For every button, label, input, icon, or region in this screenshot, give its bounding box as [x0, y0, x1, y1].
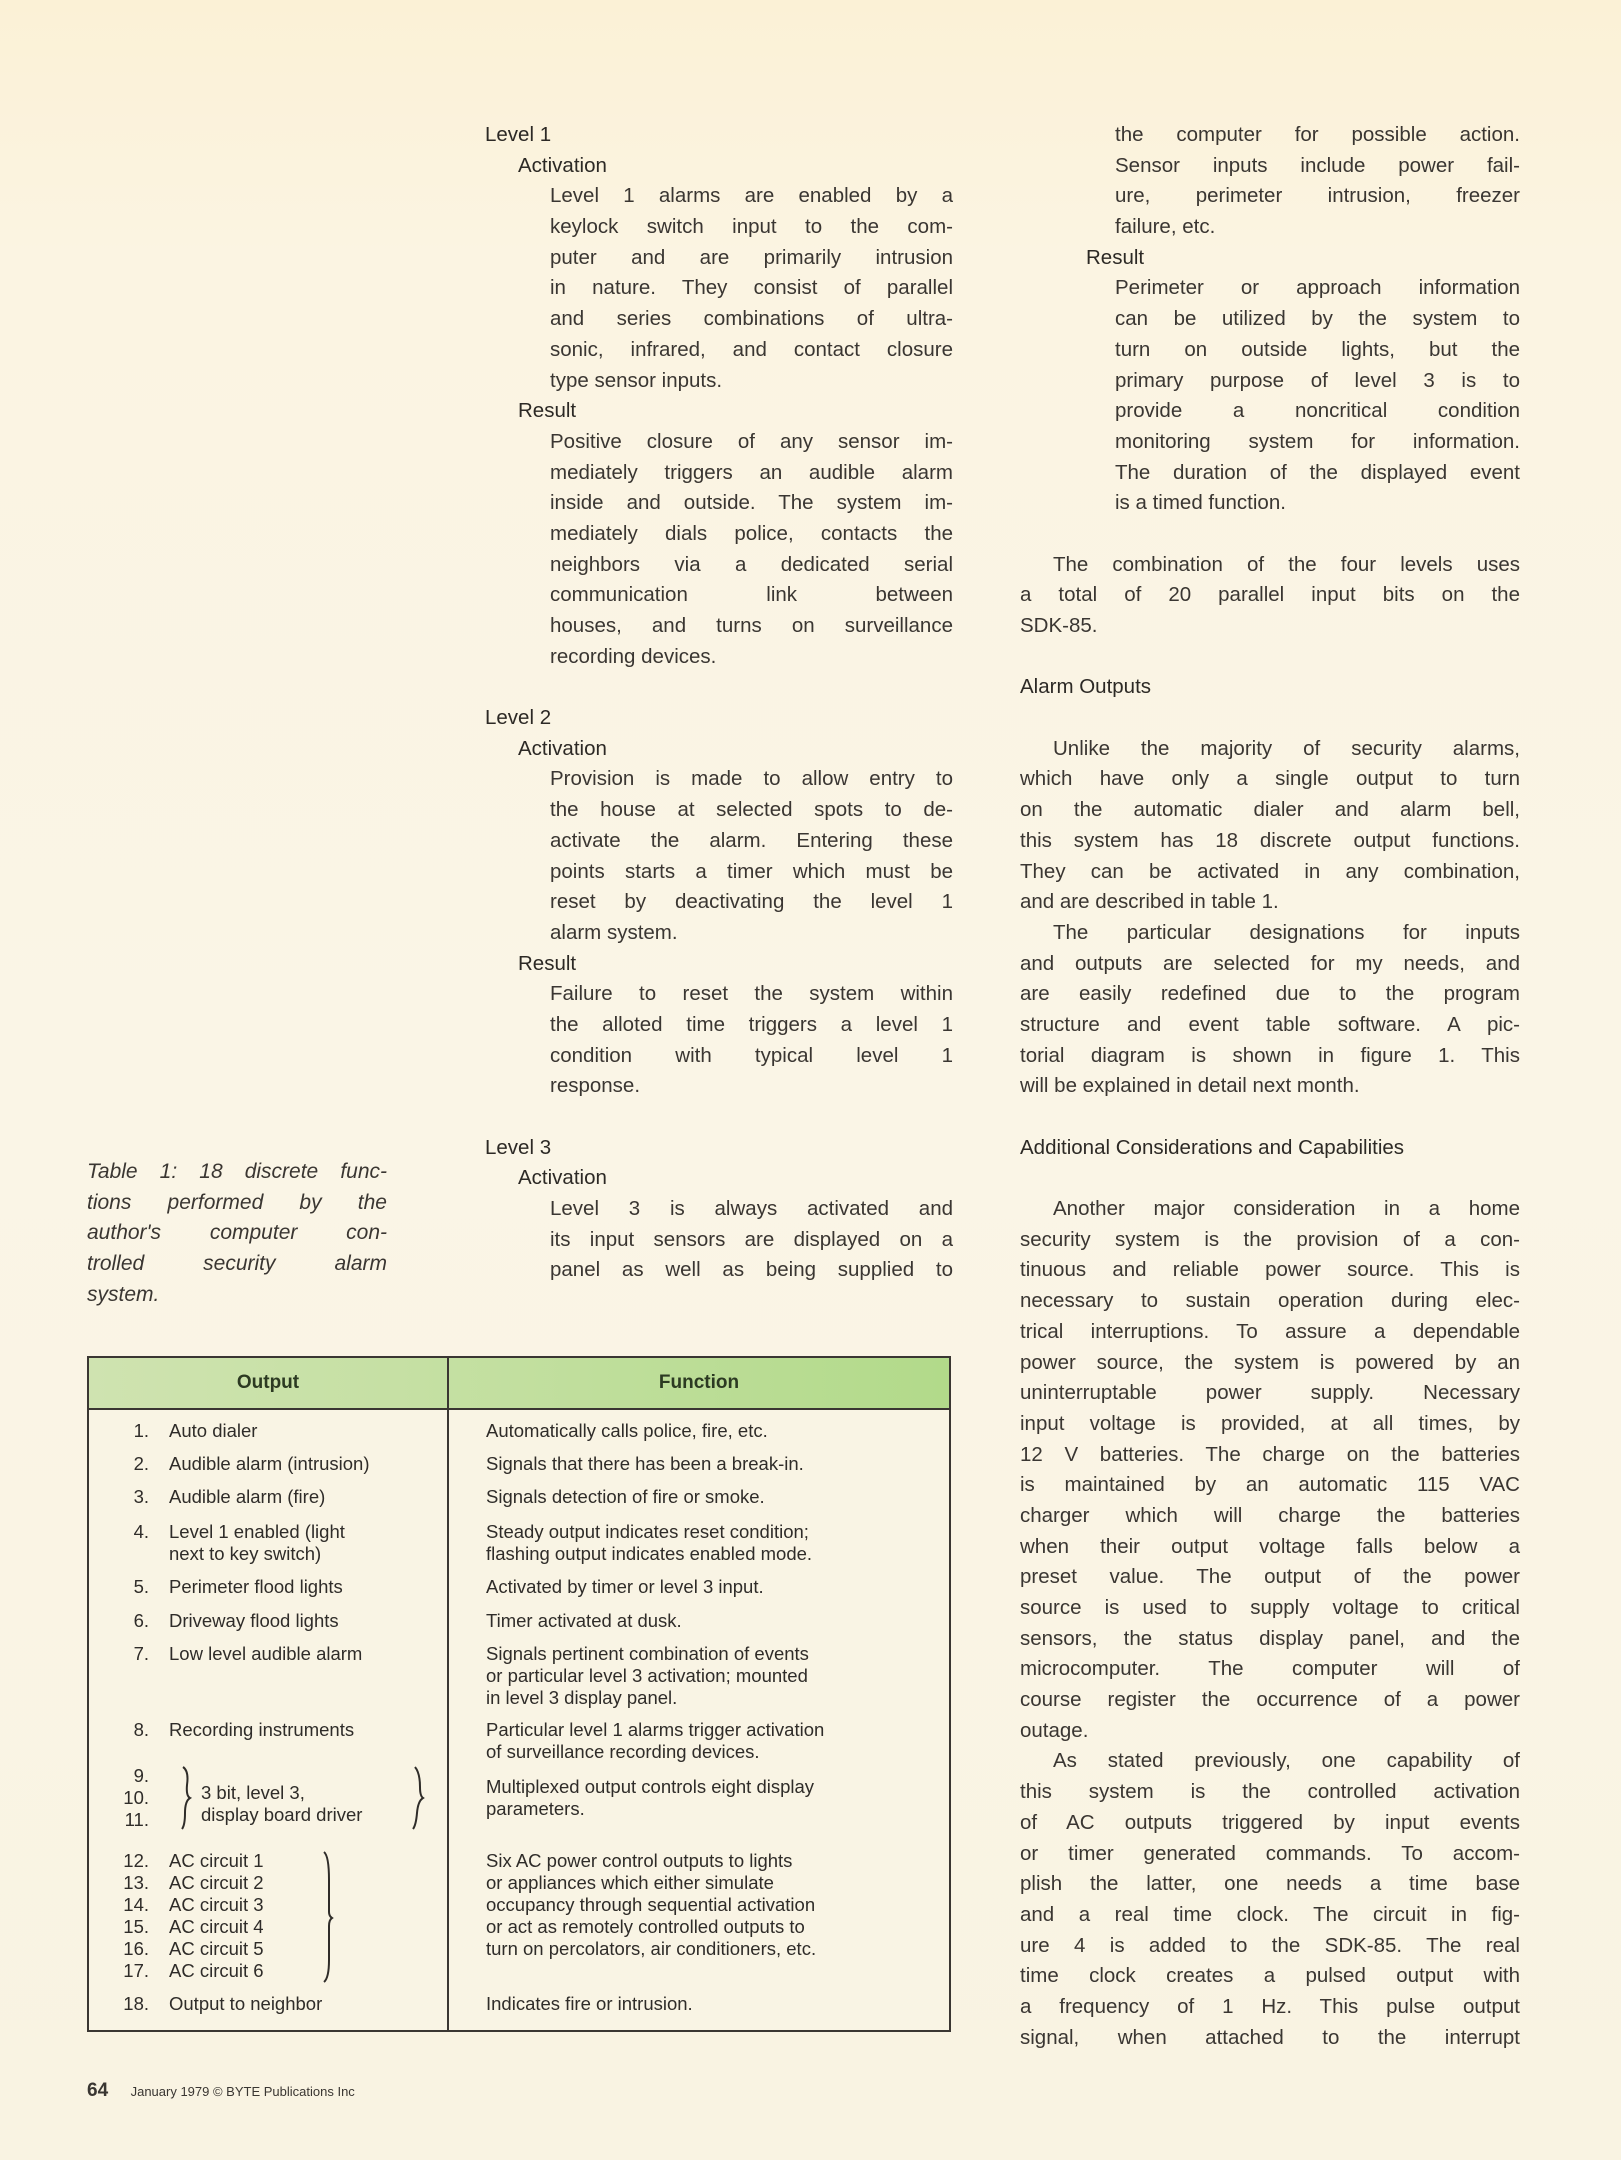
text-line: security system is the provision of a con-: [1020, 1227, 1520, 1251]
section-heading: [1020, 672, 1520, 703]
row-number-line: 15.: [123, 1916, 149, 1937]
row-number: [89, 1521, 149, 1543]
function-cell-line: Signals pertinent combination of events: [486, 1643, 809, 1664]
function-cell: [486, 1850, 816, 1960]
subheading: [485, 734, 953, 765]
text-line: which have only a single output to turn: [1020, 767, 1520, 791]
text-line: ure 4 is added to the SDK-85. The real: [1020, 1933, 1520, 1957]
text-line: this system has 18 discrete output functions.: [1020, 828, 1520, 852]
text-line: puter and are primarily intrusion: [550, 245, 953, 269]
text-line: Level 3: [485, 1135, 552, 1159]
subheading: [485, 151, 953, 182]
text-line: points starts a timer which must be: [550, 859, 953, 883]
function-cell-line: turn on percolators, air conditioners, etc.: [486, 1938, 817, 1959]
text-line: inside and outside. The system im-: [550, 491, 953, 515]
text-line: Sensor inputs include power fail-: [1115, 153, 1520, 177]
text-line: outage.: [1020, 1718, 1089, 1742]
subheading: [485, 1163, 953, 1194]
text-line: Activation: [518, 1166, 607, 1190]
function-cell-line: or act as remotely controlled outputs to: [486, 1916, 805, 1937]
text-line: reset by deactivating the level 1: [550, 890, 953, 914]
row-number-line: 10.: [123, 1787, 149, 1808]
text-line: neighbors via a dedicated serial: [550, 552, 953, 576]
text-line: a frequency of 1 Hz. This pulse output: [1020, 1994, 1520, 2018]
row-number: [89, 1765, 149, 1831]
function-cell: [486, 1420, 768, 1442]
function-cell-line: or particular level 3 activation; mounted: [486, 1665, 808, 1686]
text-line: the alloted time triggers a level 1: [550, 1012, 953, 1036]
function-cell: [486, 1521, 812, 1565]
text-line: ure, perimeter intrusion, freezer: [1115, 184, 1520, 208]
text-line: mediately triggers an audible alarm: [550, 460, 953, 484]
section-heading: [1020, 1133, 1520, 1164]
header-function: Function: [658, 1372, 740, 1393]
text-line: response.: [550, 1074, 641, 1098]
output-cell: [169, 1719, 354, 1741]
text-line: its input sensors are displayed on a: [550, 1227, 953, 1251]
text-line: panel as well as being supplied to: [550, 1258, 953, 1282]
row-number: [89, 1610, 149, 1632]
function-cell: [486, 1993, 693, 2015]
text-line: of AC outputs triggered by input events: [1020, 1810, 1520, 1834]
output-cell-line: Level 1 enabled (light: [169, 1521, 345, 1542]
output-cell-line: AC circuit 4: [169, 1916, 264, 1937]
text-line: are easily redefined due to the program: [1020, 982, 1520, 1006]
function-cell-line: flashing output indicates enabled mode.: [486, 1543, 813, 1564]
table-header: [89, 1358, 949, 1410]
text-line: a total of 20 parallel input bits on the: [1020, 583, 1520, 607]
row-number: [89, 1643, 149, 1665]
text-line: As stated previously, one capability of: [1053, 1749, 1520, 1773]
row-number-line: 14.: [123, 1894, 149, 1915]
paragraph: [1020, 734, 1520, 918]
text-line: will be explained in detail next month.: [1020, 1074, 1360, 1098]
text-line: houses, and turns on surveillance: [550, 614, 953, 637]
function-cell-line: Signals that there has been a break-in.: [486, 1453, 804, 1474]
output-cell-line: AC circuit 3: [169, 1894, 264, 1915]
function-cell-line: Timer activated at dusk.: [486, 1610, 682, 1631]
text-line: SDK-85.: [1020, 614, 1098, 637]
output-cell-line: Audible alarm (intrusion): [169, 1453, 370, 1474]
right-column: [1020, 120, 1520, 2053]
text-line: alarm system.: [550, 920, 678, 944]
text-line: preset value. The output of the power: [1020, 1565, 1520, 1589]
page-footer: [87, 2076, 355, 2106]
subheading: [1020, 243, 1520, 274]
function-cell-line: or appliances which either simulate: [486, 1872, 774, 1893]
output-cell-line: Low level audible alarm: [169, 1643, 363, 1664]
row-number: [89, 1719, 149, 1741]
function-cell-line: in level 3 display panel.: [486, 1687, 678, 1708]
output-cell: [169, 1420, 257, 1442]
text-line: mediately dials police, contacts the: [550, 521, 953, 545]
caption-line: tions performed by the: [87, 1190, 387, 1214]
text-line: necessary to sustain operation during elec-: [1020, 1289, 1520, 1313]
row-number: [89, 1993, 149, 2015]
function-cell: [486, 1486, 765, 1508]
text-line: The particular designations for inputs: [1053, 920, 1520, 944]
output-cell: [169, 1576, 343, 1598]
caption-line: author's computer con-: [87, 1221, 387, 1245]
subheading: [485, 396, 953, 427]
text-line: activate the alarm. Entering these: [550, 828, 953, 852]
text-line: microcomputer. The computer will of: [1020, 1657, 1520, 1681]
output-cell-line: AC circuit 5: [169, 1938, 264, 1959]
row-number-line: 17.: [123, 1960, 149, 1981]
text-line: The duration of the displayed event: [1115, 460, 1520, 484]
row-number-line: 9.: [133, 1765, 149, 1786]
text-line: and outputs are selected for my needs, and: [1020, 951, 1520, 975]
text-line: keylock switch input to the com-: [550, 215, 953, 239]
output-cell-line: Auto dialer: [169, 1420, 258, 1441]
text-line: time clock creates a pulsed output with: [1020, 1964, 1520, 1988]
text-line: failure, etc.: [1115, 215, 1216, 239]
text-line: primary purpose of level 3 is to: [1115, 368, 1520, 392]
output-cell-line: 3 bit, level 3,: [201, 1782, 305, 1803]
output-cell-line: AC circuit 6: [169, 1960, 264, 1981]
level-heading: [485, 1133, 953, 1164]
output-cell-line: Driveway flood lights: [169, 1610, 339, 1631]
page-number: 64: [87, 2080, 109, 2101]
row-number-line: 7.: [133, 1643, 149, 1664]
text-line: Provision is made to allow entry to: [550, 767, 953, 791]
text-line: can be utilized by the system to: [1115, 307, 1520, 331]
text-line: course register the occurrence of a power: [1020, 1688, 1520, 1712]
paragraph: [485, 764, 953, 948]
caption-line: Table 1: 18 discrete func-: [87, 1160, 387, 1183]
text-line: Activation: [518, 736, 607, 760]
text-line: and series combinations of ultra-: [550, 307, 953, 331]
paragraph: [485, 1194, 953, 1286]
function-cell: [486, 1776, 814, 1820]
table-caption: [87, 1157, 387, 1310]
caption-line: system.: [87, 1282, 160, 1306]
row-number-line: 18.: [123, 1993, 149, 2014]
text-line: Result: [518, 951, 577, 975]
text-line: structure and event table software. A pic-: [1020, 1012, 1520, 1036]
row-number-line: 13.: [123, 1872, 149, 1893]
function-cell: [486, 1576, 764, 1598]
paragraph: [485, 979, 953, 1102]
text-line: Alarm Outputs: [1020, 675, 1152, 699]
output-cell: [169, 1521, 345, 1565]
paragraph: [1020, 918, 1520, 1102]
row-number-line: 6.: [133, 1610, 149, 1631]
row-number: [89, 1420, 149, 1442]
text-line: condition with typical level 1: [550, 1043, 953, 1067]
header-output: Output: [236, 1372, 300, 1393]
text-line: type sensor inputs.: [550, 368, 723, 392]
function-cell: [486, 1719, 824, 1763]
text-line: They can be activated in any combination,: [1020, 859, 1520, 883]
function-cell-line: occupancy through sequential activation: [486, 1894, 816, 1915]
text-line: Result: [518, 399, 577, 423]
function-cell-line: Particular level 1 alarms trigger activation: [486, 1719, 825, 1740]
paragraph: [1020, 120, 1520, 243]
text-line: and a real time clock. The circuit in fig-: [1020, 1902, 1520, 1926]
text-line: the computer for possible action.: [1115, 123, 1520, 146]
row-number: [89, 1486, 149, 1508]
text-line: in nature. They consist of parallel: [550, 276, 953, 300]
text-line: Level 1: [485, 123, 552, 146]
brace-icon: [179, 1765, 193, 1831]
level-heading: [485, 120, 953, 151]
output-cell: [169, 1850, 264, 1982]
row-number: [89, 1576, 149, 1598]
row-number-line: 5.: [133, 1576, 149, 1597]
text-line: Level 1 alarms are enabled by a: [550, 184, 953, 208]
text-line: recording devices.: [550, 644, 717, 668]
text-line: Positive closure of any sensor im-: [550, 429, 953, 453]
row-number: [89, 1453, 149, 1475]
row-number-line: 16.: [123, 1938, 149, 1959]
function-cell: [486, 1610, 682, 1632]
paragraph: [1020, 273, 1520, 519]
function-cell-line: Multiplexed output controls eight display: [486, 1776, 815, 1797]
text-line: charger which will charge the batteries: [1020, 1503, 1520, 1527]
text-line: turn on outside lights, but the: [1115, 337, 1520, 361]
paragraph: [1020, 1746, 1520, 2053]
output-cell-line: Output to neighbor: [169, 1993, 323, 2014]
row-number: [89, 1850, 149, 1982]
text-line: Additional Considerations and Capabilities: [1020, 1135, 1405, 1159]
text-line: trical interruptions. To assure a dependable: [1020, 1319, 1520, 1343]
output-cell-line: Audible alarm (fire): [169, 1486, 326, 1507]
text-line: or timer generated commands. To accom-: [1020, 1841, 1520, 1865]
text-line: Level 2: [485, 706, 552, 730]
output-cell-line: Perimeter flood lights: [169, 1576, 343, 1597]
row-number-line: 12.: [123, 1850, 149, 1871]
text-line: tinuous and reliable power source. This is: [1020, 1258, 1520, 1282]
row-number-line: 1.: [133, 1420, 149, 1441]
text-line: Level 3 is always activated and: [550, 1197, 953, 1221]
output-cell: [169, 1453, 370, 1475]
text-line: sensors, the status display panel, and the: [1020, 1626, 1520, 1650]
text-line: on the automatic dialer and alarm bell,: [1020, 798, 1520, 822]
text-line: source is used to supply voltage to critical: [1020, 1596, 1520, 1619]
function-cell-line: parameters.: [486, 1798, 585, 1819]
level-heading: [485, 703, 953, 734]
brace-icon: [321, 1850, 335, 1984]
row-number-line: 3.: [133, 1486, 149, 1507]
publication-line: January 1979 © BYTE Publications Inc: [130, 2084, 355, 2099]
text-line: this system is the controlled activation: [1020, 1780, 1520, 1804]
function-cell: [486, 1453, 804, 1475]
column-divider: [447, 1358, 449, 2030]
function-cell-line: Signals detection of fire or smoke.: [486, 1486, 765, 1507]
middle-column: [485, 120, 953, 1286]
text-line: signal, when attached to the interrupt: [1020, 2025, 1520, 2049]
text-line: torial diagram is shown in figure 1. This: [1020, 1043, 1520, 1067]
outputs-table: [87, 1356, 951, 2032]
function-cell-line: Automatically calls police, fire, etc.: [486, 1420, 768, 1441]
output-cell: [201, 1782, 362, 1826]
function-cell: [486, 1643, 809, 1709]
subheading: [485, 949, 953, 980]
row-number-line: 8.: [133, 1719, 149, 1740]
paragraph: [1020, 550, 1520, 642]
text-line: communication link between: [550, 583, 953, 607]
text-line: sonic, infrared, and contact closure: [550, 337, 953, 361]
text-line: is a timed function.: [1115, 491, 1286, 515]
paragraph: [485, 427, 953, 673]
text-line: the house at selected spots to de-: [550, 798, 953, 822]
text-line: Activation: [518, 153, 607, 177]
row-number-line: 11.: [124, 1809, 149, 1830]
text-line: and are described in table 1.: [1020, 890, 1279, 914]
caption-line: trolled security alarm: [87, 1252, 387, 1276]
output-cell-line: AC circuit 1: [169, 1850, 264, 1871]
text-line: provide a noncritical condition: [1115, 399, 1520, 423]
text-line: Another major consideration in a home: [1053, 1197, 1520, 1221]
text-line: The combination of the four levels uses: [1053, 552, 1520, 576]
text-line: when their output voltage falls below a: [1020, 1534, 1520, 1558]
function-cell-line: Steady output indicates reset condition;: [486, 1521, 809, 1542]
output-cell: [169, 1993, 322, 2015]
text-line: Result: [1086, 245, 1145, 269]
text-line: Failure to reset the system within: [550, 982, 953, 1006]
text-line: input voltage is provided, at all times, by: [1020, 1411, 1520, 1435]
function-cell-line: Six AC power control outputs to lights: [486, 1850, 793, 1871]
text-line: Unlike the majority of security alarms,: [1053, 736, 1520, 760]
output-cell: [169, 1486, 325, 1508]
function-cell-line: Indicates fire or intrusion.: [486, 1993, 693, 2014]
paragraph: [1020, 1194, 1520, 1746]
text-line: monitoring system for information.: [1115, 429, 1520, 453]
text-line: 12 V batteries. The charge on the batteries: [1020, 1442, 1520, 1466]
output-cell-line: Recording instruments: [169, 1719, 355, 1740]
output-cell: [169, 1610, 339, 1632]
output-cell-line: AC circuit 2: [169, 1872, 264, 1893]
text-line: Perimeter or approach information: [1115, 276, 1520, 300]
output-cell-line: display board driver: [201, 1804, 363, 1825]
text-line: is maintained by an automatic 115 VAC: [1020, 1473, 1520, 1497]
function-cell-line: of surveillance recording devices.: [486, 1741, 760, 1762]
output-cell: [169, 1643, 362, 1665]
row-number-line: 2.: [133, 1453, 149, 1474]
text-line: uninterruptable power supply. Necessary: [1020, 1381, 1520, 1405]
paragraph: [485, 181, 953, 396]
function-cell-line: Activated by timer or level 3 input.: [486, 1576, 764, 1597]
text-line: power source, the system is powered by an: [1020, 1350, 1520, 1374]
row-number-line: 4.: [133, 1521, 149, 1542]
text-line: plish the latter, one needs a time base: [1020, 1872, 1520, 1896]
output-cell-line: next to key switch): [169, 1543, 322, 1564]
brace-icon: [411, 1765, 425, 1831]
